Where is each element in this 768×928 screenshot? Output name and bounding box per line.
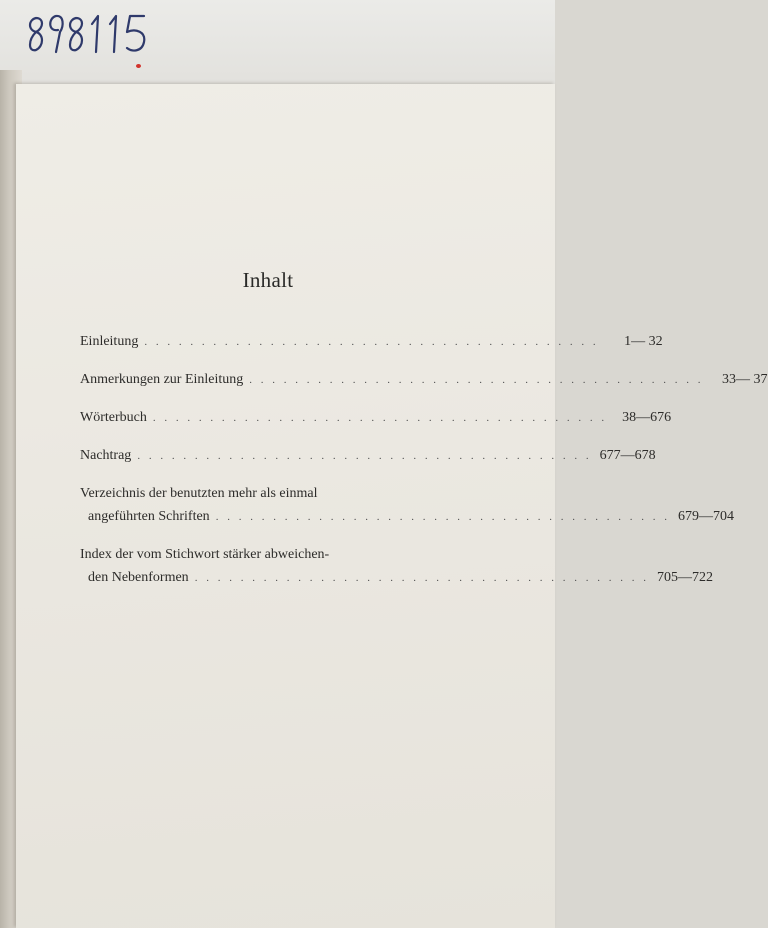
leader-dots: . . . . . . . . . . . . . . . . . . . . . . . . . . . . . . . . . . . . . . . . [215, 511, 670, 523]
leader-dots: . . . . . . . . . . . . . . . . . . . . . . . . . . . . . . . . . . . . . . . . [152, 412, 608, 424]
toc-entry-label: Nachtrag [80, 448, 132, 463]
toc-entry-label: Index der vom Stichwort stärker abweichen- [80, 547, 330, 562]
toc-entry-index [80, 543, 713, 589]
toc-entry-einleitung [80, 330, 663, 353]
leader-dots: . . . . . . . . . . . . . . . . . . . . . . . . . . . . . . . . . . . . . . . . [137, 450, 592, 462]
toc-entry-pages: 1— 32 [624, 334, 663, 349]
page-title: Inhalt [242, 268, 294, 292]
toc-entry-pages: 677—678 [599, 448, 656, 463]
toc-entry-pages: 679—704 [677, 509, 734, 524]
toc-entry-label: Einleitung [80, 334, 139, 349]
toc-entry-pages: 33— 37 [722, 372, 768, 387]
toc-entry-woerterbuch [80, 406, 672, 429]
toc-entry-label: Wörterbuch [80, 410, 147, 425]
toc-entry-pages: 705—722 [656, 570, 713, 585]
toc-entry-label-continued: angeführten Schriften [88, 509, 210, 524]
toc-entry-label: Verzeichnis der benutzten mehr als einmal [80, 486, 318, 501]
toc-entry-verzeichnis [80, 482, 734, 528]
table-of-contents [80, 330, 768, 604]
red-marker-dot [136, 64, 141, 68]
handwritten-number-annotation [26, 6, 156, 62]
toc-entry-label-continued: den Nebenformen [88, 570, 189, 585]
toc-entry-nachtrag [80, 444, 656, 467]
leader-dots: . . . . . . . . . . . . . . . . . . . . . . . . . . . . . . . . . . . . . . . . [194, 572, 649, 584]
toc-entry-anmerkungen [80, 368, 768, 391]
leader-dots: . . . . . . . . . . . . . . . . . . . . . . . . . . . . . . . . . . . . . . . . [249, 374, 704, 386]
toc-entry-pages: 38—676 [622, 410, 672, 425]
leader-dots: . . . . . . . . . . . . . . . . . . . . . . . . . . . . . . . . . . . . . . . . [144, 336, 599, 348]
toc-entry-label: Anmerkungen zur Einleitung [80, 372, 244, 387]
